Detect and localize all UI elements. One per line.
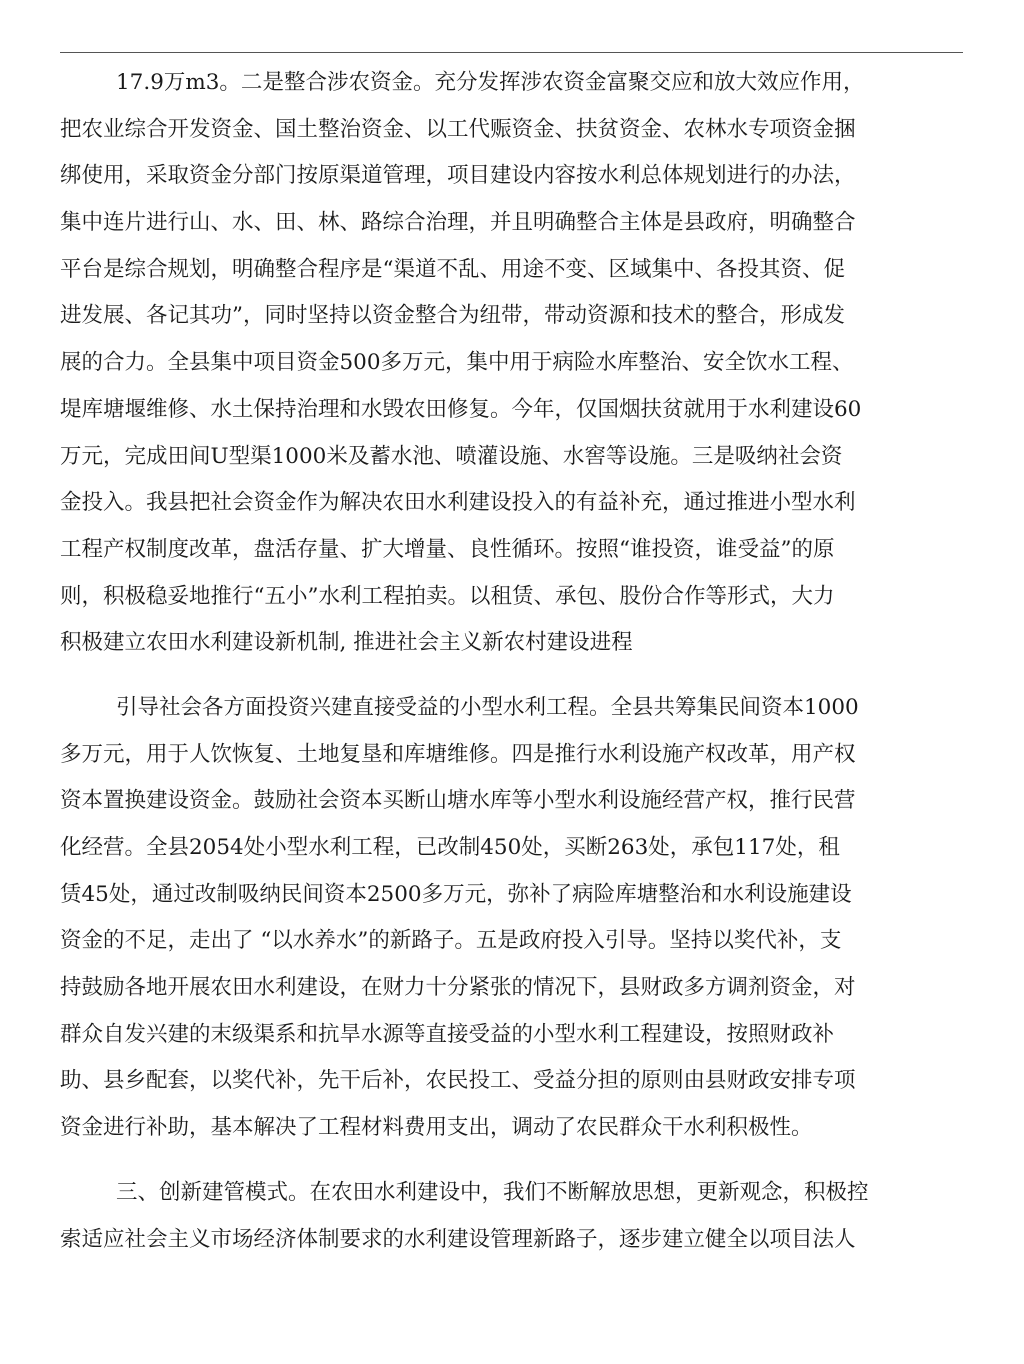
text-line: 积极建立农田水利建设新机制, 推进社会主义新农村建设进程 — [60, 630, 633, 656]
text-line: 把农业综合开发资金、国土整治资金、以工代赈资金、扶贫资金、农林水专项资金捆 — [60, 116, 856, 142]
text-line: 助、县乡配套，以奖代补，先干后补，农民投工、受益分担的原则由县财政安排专项 — [60, 1068, 856, 1094]
text-line: 赁45处，通过改制吸纳民间资本2500多万元，弥补了病险库塘整治和水利设施建设 — [60, 881, 852, 907]
text-line: 三、创新建管模式。在农田水利建设中，我们不断解放思想，更新观念，积极控 — [116, 1179, 869, 1205]
text-line: 资本置换建设资金。鼓励社会资本买断山塘水库等小型水利设施经营产权，推行民营 — [60, 788, 856, 814]
paragraph-spacer — [60, 1152, 963, 1170]
text-line: 17.9万m3。二是整合涉农资金。充分发挥涉农资金富聚交应和放大效应作用， — [116, 70, 865, 95]
text-line: 资金的不足，走出了 “以水养水”的新路子。五是政府投入引导。坚持以奖代补，支 — [60, 928, 842, 954]
text-line: 引导社会各方面投资兴建直接受益的小型水利工程。全县共筹集民间资本1000 — [116, 694, 859, 720]
document-body — [60, 60, 963, 1263]
paragraph — [60, 1170, 963, 1263]
paragraph-spacer — [60, 667, 963, 685]
paragraph — [60, 60, 963, 667]
text-line: 工程产权制度改革，盘活存量、扩大增量、良性循环。按照“谁投资，谁受益”的原 — [60, 536, 835, 562]
text-line: 绑使用，采取资金分部门按原渠道管理，项目建设内容按水利总体规划进行的办法， — [60, 163, 856, 189]
text-line: 平台是综合规划，明确整合程序是“渠道不乱、用途不变、区域集中、各投其资、促 — [60, 256, 845, 282]
text-line: 堤库塘堰维修、水土保持治理和水毁农田修复。今年，仅国烟扶贫就用于水利建设60 — [60, 396, 862, 422]
text-line: 化经营。全县2054处小型水利工程，已改制450处，买断263处，承包117处，租 — [60, 835, 840, 860]
text-line: 多万元，用于人饮恢复、土地复垦和库塘维修。四是推行水利设施产权改革，用产权 — [60, 741, 856, 767]
text-line: 展的合力。全县集中项目资金500多万元，集中用于病险水库整治、安全饮水工程、 — [60, 350, 854, 376]
text-line: 持鼓励各地开展农田水利建设，在财力十分紧张的情况下，县财政多方调剂资金，对 — [60, 975, 856, 1001]
text-line: 则，积极稳妥地推行“五小”水利工程拍卖。以租赁、承包、股份合作等形式，大力 — [60, 583, 835, 609]
text-line: 集中连片进行山、水、田、林、路综合治理，并且明确整合主体是县政府，明确整合 — [60, 210, 856, 236]
text-line: 进发展、各记其功”，同时坚持以资金整合为纽带，带动资源和技术的整合，形成发 — [60, 303, 845, 329]
paragraph — [60, 685, 963, 1152]
text-line: 万元，完成田间U型渠1000米及蓄水池、喷灌设施、水窖等设施。三是吸纳社会资 — [60, 443, 843, 469]
text-line: 资金进行补助，基本解决了工程材料费用支出，调动了农民群众干水利积极性。 — [60, 1115, 813, 1141]
text-line: 金投入。我县把社会资金作为解决农田水利建设投入的有益补充，通过推进小型水利 — [60, 490, 856, 516]
header-rule — [60, 52, 963, 53]
text-line: 索适应社会主义市场经济体制要求的水利建设管理新路子，逐步建立健全以项目法人 — [60, 1226, 856, 1252]
text-line: 群众自发兴建的末级渠系和抗旱水源等直接受益的小型水利工程建设，按照财政补 — [60, 1021, 835, 1047]
